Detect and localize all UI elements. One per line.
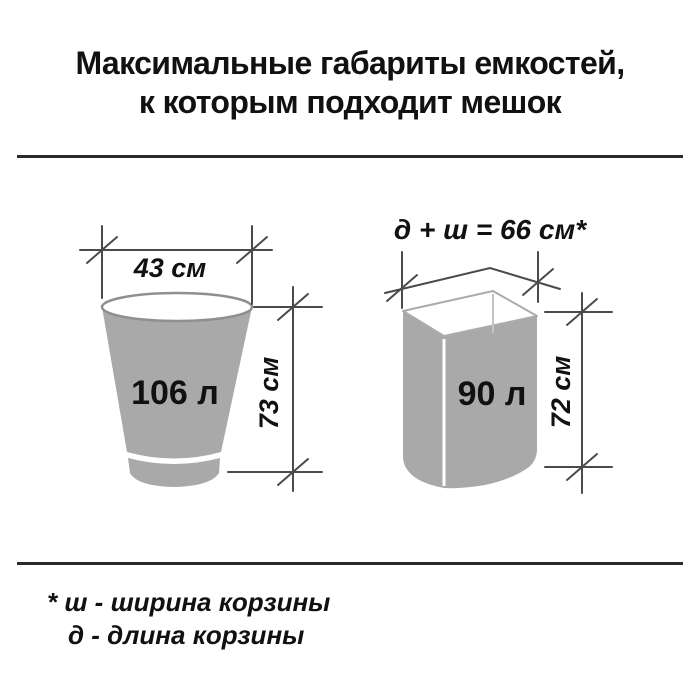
- title-line-2: к которым подходит мешок: [138, 84, 562, 120]
- rect-bin-volume-label: 90 л: [457, 375, 527, 413]
- rect-bin-left-face: [403, 311, 444, 488]
- title-line-1: Максимальные габариты емкостей,: [75, 45, 625, 81]
- round-bin-width-label: 43 см: [133, 253, 207, 283]
- round-bin-rim: [102, 293, 252, 321]
- rect-bin-height-label: 72 см: [546, 355, 576, 429]
- rect-bin-height-dimension: [545, 293, 612, 493]
- round-bin-volume-label: 106 л: [131, 374, 219, 412]
- footnote: [47, 586, 330, 652]
- round-bin-height-label: 73 см: [254, 356, 284, 430]
- round-bin-base: [128, 458, 220, 487]
- round-bin: [102, 293, 252, 487]
- footnote-line-2: д - длина корзины: [68, 620, 305, 650]
- rect-bin-perimeter-label: д + ш = 66 см*: [393, 214, 587, 245]
- rect-bin: [403, 291, 537, 488]
- footnote-line-1: * ш - ширина корзины: [47, 587, 331, 617]
